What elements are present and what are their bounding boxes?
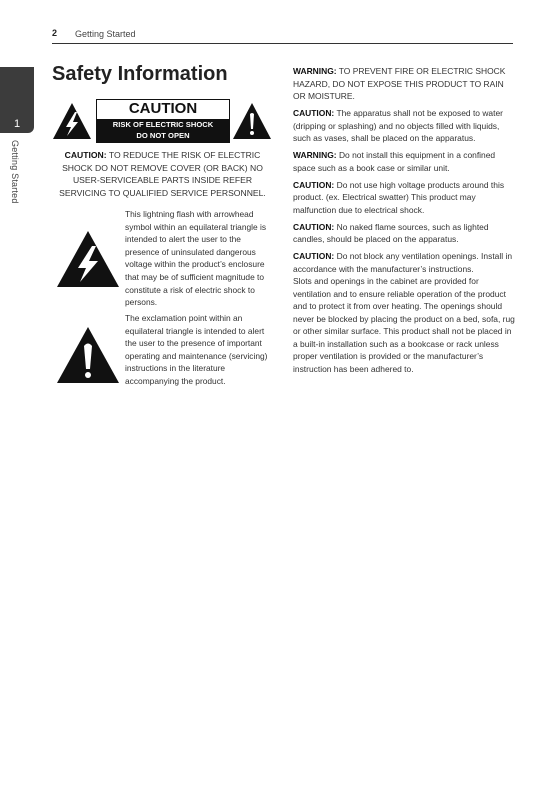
symbol-text-exclamation: The exclamation point within an equilateral triangle is intended to alert the user to the presence of important operating and maintenance (servicing) instructions in the literature accompanying the product. [125, 313, 268, 386]
caution-box-band [97, 119, 229, 142]
caution-statement-label: CAUTION: [64, 150, 107, 160]
warning-paragraph [293, 65, 515, 103]
warning-paragraph [293, 149, 515, 174]
warning-label: WARNING: [293, 150, 337, 160]
warning-text: Do not block any ventilation openings. Install in accordance with the manufacturer’s instructions. [293, 251, 513, 274]
symbol-explanation-exclamation [52, 312, 274, 412]
warning-label: CAUTION: [293, 221, 335, 232]
exclamation-warning-icon [56, 326, 120, 384]
page-header [52, 26, 513, 44]
warning-label: CAUTION: [293, 251, 335, 261]
chapter-number: 1 [13, 118, 21, 130]
caution-box-title: CAUTION [128, 100, 198, 117]
header-section-title: Getting Started [75, 29, 136, 39]
caution-statement [55, 149, 270, 199]
chapter-label: Getting Started [10, 140, 20, 204]
warning-paragraph [293, 179, 515, 217]
caution-box-line1: RISK OF ELECTRIC SHOCK [112, 120, 214, 129]
warning-paragraph [293, 250, 515, 275]
lightning-warning-icon [52, 101, 92, 141]
page-title: Safety Information [52, 63, 228, 85]
warning-label: WARNING: [293, 66, 337, 76]
page-number: 2 [52, 28, 58, 38]
warning-paragraph [293, 107, 515, 145]
warning-text: Do not use high voltage products around this product. (ex. Electrical swatter) This product may malfunction due to electrical shock. [293, 179, 505, 215]
caution-statement-text: TO REDUCE THE RISK OF ELECTRIC SHOCK DO NOT REMOVE COVER (OR BACK) NO USER-SERVICEABLE PARTS INSIDE REFER SERVICING TO QUALIFIED SERVICE PERSONNEL. [59, 150, 266, 198]
warning-paragraph [293, 221, 515, 246]
symbol-text-lightning: This lightning flash with arrowhead symbol within an equilateral triangle is intended to alert the user to the presence of uninsulated dangerous voltage within the product’s enclosure that may be of sufficient magnitude to constitute a risk of electric shock to persons. [125, 209, 267, 308]
chapter-tab [0, 67, 34, 133]
caution-label-graphic [52, 99, 274, 143]
lightning-warning-icon [56, 230, 120, 288]
warning-text: TO PREVENT FIRE OR ELECTRIC SHOCK HAZARD, DO NOT EXPOSE THIS PRODUCT TO RAIN OR MOISTURE. [293, 66, 506, 101]
warning-label: CAUTION: [293, 179, 335, 190]
caution-box-line2: DO NOT OPEN [136, 130, 190, 140]
symbol-explanation-lightning [52, 208, 274, 308]
warning-label: CAUTION: [293, 108, 335, 118]
warning-text: No naked flame sources, such as lighted candles, should be placed on the apparatus. [293, 221, 489, 244]
caution-box [96, 99, 230, 143]
exclamation-warning-icon [232, 101, 272, 141]
ventilation-paragraph: Slots and openings in the cabinet are provided for ventilation and to ensure reliable operation of the product and to protect it from over heating. The openings should never be blocked by placing the product on a bed, sofa, rug or other similar surface. This product shall not be placed in a built-in installation such as a bookcase or rack unless proper ventilation is provided or the manufacturer’s instruction has been adhered to. [293, 276, 515, 374]
warnings-column [293, 65, 515, 380]
warning-text: The apparatus shall not be exposed to water (dripping or splashing) and no objects filled with liquids, such as vases, shall be placed on the apparatus. [293, 108, 503, 143]
warning-text: Do not install this equipment in a confined space such as a book case or similar unit. [293, 150, 496, 173]
